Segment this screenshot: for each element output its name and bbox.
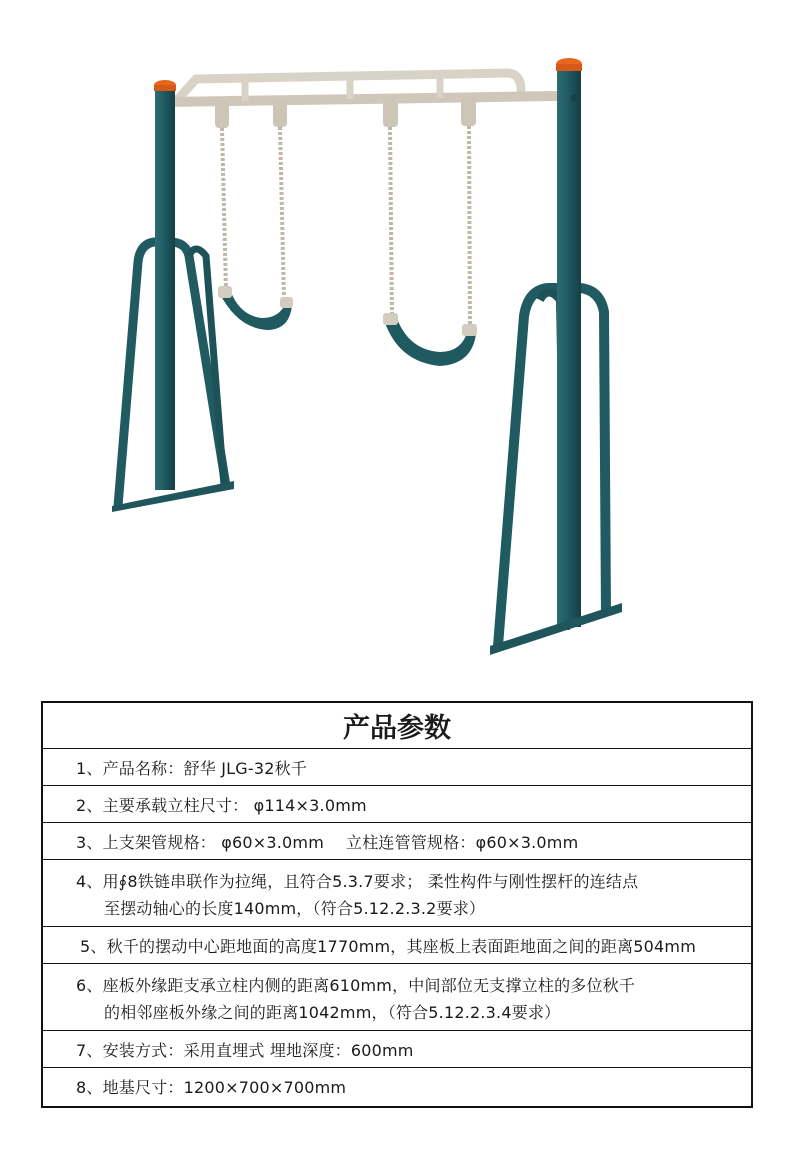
spec-row-text-secondary: 立柱连管管规格：φ60×3.0mm <box>346 832 579 852</box>
spec-row-text: 4、用∮8铁链串联作为拉绳，且符合5.3.7要求； 柔性构件与刚性摆杆的连结点 <box>76 872 639 891</box>
spec-row-1 <box>43 749 751 786</box>
right-support <box>490 58 622 655</box>
left-support <box>112 80 234 512</box>
spec-row-7 <box>43 1031 751 1068</box>
spec-row-text: 7、安装方式：采用直埋式 埋地深度：600mm <box>76 1040 414 1060</box>
spec-row-4 <box>43 860 751 927</box>
spec-row-5 <box>43 927 751 964</box>
left-swing <box>215 99 293 330</box>
spec-row-text: 2、主要承载立柱尺寸： φ114×3.0mm <box>76 795 367 815</box>
spec-row-text: 3、上支架管规格： φ60×3.0mm <box>76 832 325 852</box>
spec-row-text: 1、产品名称：舒华 JLG-32秋千 <box>76 758 308 778</box>
spec-row-2 <box>43 786 751 823</box>
spec-row-6 <box>43 964 751 1031</box>
spec-row-text-continuation: 的相邻座板外缘之间的距离1042mm，（符合5.12.2.3.4要求） <box>104 1003 561 1022</box>
right-swing <box>383 96 477 366</box>
spec-row-text-continuation: 至摆动轴心的长度140mm，（符合5.12.2.3.2要求） <box>104 899 486 918</box>
spec-row-text: 8、地基尺寸：1200×700×700mm <box>76 1078 347 1097</box>
spec-row-text: 5、秋千的摆动中心距地面的高度1770mm，其座板上表面距地面之间的距离504mm <box>80 936 696 956</box>
spec-table-title: 产品参数 <box>43 703 751 749</box>
spec-table <box>41 701 753 1108</box>
spec-row-text: 6、座板外缘距支承立柱内侧的距离610mm，中间部位无支撑立柱的多位秋千 <box>76 976 636 995</box>
top-frame <box>168 73 556 102</box>
spec-row-8 <box>43 1068 751 1105</box>
spec-row-3 <box>43 823 751 860</box>
